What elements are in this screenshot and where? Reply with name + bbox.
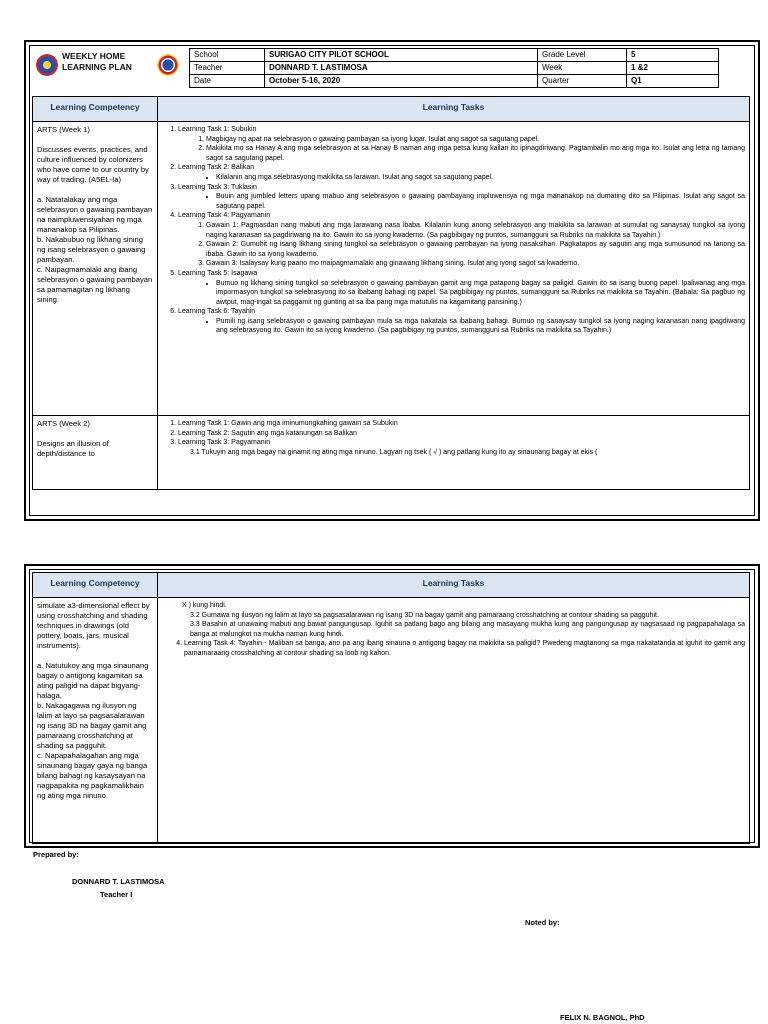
list-item: 1. Learning Task 1: Subukin 1. Magbigay ng apat na selebrasyon o gawaing pambayan sa iyong lugar. Isulat ang sagot sa sagutang papel. 2. Makikita mo sa Hanay A ang mga selebrasyon at sa Hanay B naman ang mga petsa kung kailan ito ipinagdiriwang. Pagtambalin mo ang mga ito. Isulat ang letra ng tamang sagot sa sagutang papel. [178, 125, 745, 163]
noter-name: FELIX N. BAGNOL, PhD [560, 1013, 645, 1022]
table-row-week1 [33, 122, 750, 416]
prepared-by-label: Prepared by: [33, 850, 79, 859]
tasks-week2-cont [158, 598, 750, 844]
info-value-school: SURIGAO CITY PILOT SCHOOL [265, 49, 538, 62]
list-item: 3. Gawain 3: Isalaysay kung paano mo maipagmamalaki ang ginawang likhang sining. Isulat ang iyong sagot sa kwaderno. [206, 259, 745, 269]
plan-header [32, 48, 750, 88]
info-label: Grade Level [538, 49, 627, 62]
table-header-row [33, 573, 750, 598]
list-item: 5. Learning Task 5: Isagawa • Bumuo ng likhang sining tungkol sa selebrasyon o gawaing pambayan gamit ang mga patapong bagay sa paligid. Gawin ito sa isang buong papel. Ipaliwanag ang mga impormasyon tungkol sa selebrasyong ito sa ibabang bahagi ng papel. Sa pagbibigay ng puntos, sumangguni sa Rubriks na makikita sa Tayahin. (Babala: Sa pagbuo ng awtput, mag-ingat sa paggamit ng gunting at sa iba pang mga matutulis na kagamitang pansining.) [178, 269, 745, 307]
list-item: 2. Learning Task 2: Balikan • Kilalanin ang mga selebrasyong makikita sa larawan. Isulat ang sagot sa sagutang papel. [178, 163, 745, 182]
plan-page-2 [24, 564, 760, 848]
list-item: 6. Learning Task 6: Tayahin • Pumili ng isang selebrasyon o gawaing pambayan mula sa mga nakatala sa ibabang bahagi. Bumuo ng sanaysay tungkol sa iyong naging karanasan nang ipagdiwang ang selebrasyong ito. Gawin ito sa iyong kwaderno. (Sa pagbibigay ng puntos, sumangguni sa Rubriks na makikita sa Tayahin.) [178, 307, 745, 336]
tasks-week2-start [158, 416, 750, 490]
col-header-tasks: Learning Tasks [158, 573, 750, 598]
task-3-1: 3.1 Tukuyin ang mga bagay na ginamit ng ating mga ninuno. Lagyan ng tsek ( √ ) ang patlang kung ito ay sinaunang bagay at ekis ( [190, 448, 598, 456]
col-header-competency: Learning Competency [33, 573, 158, 598]
col-header-tasks: Learning Tasks [158, 97, 750, 122]
task-3-3: 3.3 Basahin at unawaing mabuti ang bawat pangungusap. Iguhit sa patlang bago ang bilang ang masayang mukha kung ang pangungusap ay nagsasaad ng pagpapahalaga sa banga at malungkot na mukha naman kung hindi. [190, 621, 745, 638]
info-row-date [190, 75, 719, 88]
info-value-grade: 5 [627, 49, 719, 62]
info-label: School [190, 49, 265, 62]
competency-week2-start: ARTS (Week 2) Designs an illusion of depth/distance to [33, 416, 158, 490]
list-item: • Pumili ng isang selebrasyon o gawaing pambayan mula sa mga nakatala sa ibabang bahagi. Bumuo ng sanaysay tungkol sa iyong naging karanasan nang ipagdiwang ang selebrasyong ito. Gawin ito sa iyong kwaderno. (Sa pagbibigay ng puntos, sumangguni sa Rubriks na makikita sa Tayahin.) [216, 317, 745, 336]
list-item: • Kilalanin ang mga selebrasyong makikita sa larawan. Isulat ang sagot sa sagutang papel. [216, 173, 745, 183]
preparer-name: DONNARD T. LASTIMOSA [72, 877, 165, 886]
table-row-week2-cont [33, 598, 750, 844]
list-item: 3. Learning Task 3: Pagyamanin [178, 438, 745, 448]
info-value-week: 1 &2 [627, 62, 719, 75]
table-row-week2-start [33, 416, 750, 490]
deped-seal-icon [36, 54, 58, 76]
list-item: 1. Gawain 1: Pagmasdan nang mabuti ang mga larawang nasa ibaba. Kilalanin kung anong selebrasyon ang makikita sa larawan at sumulat ng sanaysay tungkol sa iyong naging karanasan sa pagdiriwang na ito. Gawin ito sa iyong kwaderno. (Sa pagbibigay ng puntos, sumangguni sa Rubriks na makikita sa Tayahin.) [206, 221, 745, 240]
competency-week1: ARTS (Week 1) Discusses events, practices, and culture influenced by colonizers who have come to our country by way of trading. (A5EL-Ia) a. Natatalakay ang mga selebrasyon o gawaing pambayan na naimpluwensiyahan ng mga mananakop sa Pilipinas. b. Nakabubuo ng likhang sining ng isang selebrasyon o gawaing pambayan. c. Naipagmamalaki ang ibang selebrasyon o gawaing pambayan sa pamamagitan ng likhang sining. [33, 122, 158, 416]
task-3-1-cont: X ) kung hindi. [182, 602, 227, 609]
competency-week2-cont: simulate a3-dimensional effect by using crosshatching and shading techniques in drawings (old pottery, boats, jars, musical instruments). a. Natutukoy ang mga sinaunang bagay o antigong kagamitan sa ating paligid na dapat bigyang-halaga. b. Nakagagawa ng ilusyon ng lalim at layo sa pagsasalarawan ng isang 3D na bagay gamit ang pamaraang crosshatching at shading sa pagguhit. c. Napapahalagahan ang mga sinaunang bagay gaya ng banga bilang bahagi ng kasaysayan na nagpapakita ng pagkamalikhain ng ating mga ninuno. [33, 598, 158, 844]
list-item: 2. Makikita mo sa Hanay A ang mga selebrasyon at sa Hanay B naman ang mga petsa kung kailan ito ipinagdiriwang. Pagtambalin mo ang mga ito. Isulat ang letra ng tamang sagot sa sagutang papel. [206, 144, 745, 163]
info-value-date: October 5-16, 2020 [265, 75, 538, 88]
learning-table-page-1 [32, 96, 750, 490]
task-3-2: 3.2 Gumawa ng ilusyon ng lalim at layo sa pagsasalarawan ng isang 3D na bagay gamit ang pamaraang crosshatching at contour shading sa pagguhit. [190, 611, 659, 619]
task-list-week2-cont [164, 639, 745, 658]
col-header-competency: Learning Competency [33, 97, 158, 122]
list-item: 2. Gawain 2: Gumuhit ng isang likhang sining tungkol sa selebrasyon o gawaing pambayan na iyong nasaksihan. Pagkatapos ay sagutin ang mga sumusunod na tanong sa ibaba. Gawin ito sa iyong kwaderno. [206, 240, 745, 259]
list-item: 1. Learning Task 1: Gawin ang mga iminumungkahing gawain sa Subukin [178, 419, 745, 429]
list-item: 3. Learning Task 3: Tuklasin • Buuin ang jumbled letters upang mabuo ang selebrasyon o gawaing pambayang impluwensya ng mga mananakop na dumating dito sa Pilipinas. Isulat ang sagot sa sagutang papel. [178, 183, 745, 212]
title-box [32, 48, 188, 88]
list-item: • Buuin ang jumbled letters upang mabuo ang selebrasyon o gawaing pambayang impluwensya ng mga mananakop na dumating dito sa Pilipinas. Isulat ang sagot sa sagutang papel. [216, 192, 745, 211]
learning-table-page-2 [32, 572, 750, 844]
tasks-week1 [158, 122, 750, 416]
list-item: • Bumuo ng likhang sining tungkol sa selebrasyon o gawaing pambayan gamit ang mga patapong bagay sa paligid. Gawin ito sa isang buong papel. Ipaliwanag ang mga impormasyon tungkol sa selebrasyong ito sa ibabang bahagi ng papel. Sa pagbibigay ng puntos, sumangguni sa Rubriks na makikita sa Tayahin. (Babala: Sa pagbuo ng awtput, mag-ingat sa paggamit ng gunting at sa iba pang mga matutulis na kagamitang pansining.) [216, 279, 745, 308]
list-item: 1. Magbigay ng apat na selebrasyon o gawaing pambayan sa iyong lugar. Isulat ang sagot sa sagutang papel. [206, 135, 745, 145]
noted-by-label: Noted by: [525, 918, 560, 927]
info-label: Week [538, 62, 627, 75]
header-info-table [189, 48, 719, 88]
info-row-school [190, 49, 719, 62]
info-row-teacher [190, 62, 719, 75]
info-label: Quarter [538, 75, 627, 88]
info-value-quarter: Q1 [627, 75, 719, 88]
task-list-week1 [164, 125, 745, 336]
list-item: 4. Learning Task 4: Tayahin - Maliban sa banga, ano pa ang ibang sinauna o antigong bagay na makikita sa paligid? Pwedeng magtanong sa mga nakatatanda at iguhit ito gamit ang pamamaraang crosshatching at contour shading sa loob ng kahon. [184, 639, 745, 658]
division-seal-icon [157, 54, 179, 76]
list-item: 2. Learning Task 2: Sagutin ang mga katanungan sa Balikan [178, 429, 745, 439]
plan-title: WEEKLY HOME LEARNING PLAN [62, 51, 132, 72]
table-header-row [33, 97, 750, 122]
plan-page-1 [24, 40, 760, 521]
task-list-week2 [164, 419, 745, 448]
info-value-teacher: DONNARD T. LASTIMOSA [265, 62, 538, 75]
info-label: Date [190, 75, 265, 88]
list-item: 4. Learning Task 4: Pagyamanin 1. Gawain 1: Pagmasdan nang mabuti ang mga larawang nasa ibaba. Kilalanin kung anong selebrasyon ang makikita sa larawan at sumulat ng sanaysay tungkol sa iyong naging karanasan sa pagdiriwang na ito. Gawin ito sa iyong kwaderno. (Sa pagbibigay ng puntos, sumangguni sa Rubriks na makikita sa Tayahin.) 2. Gawain 2: Gumuhit ng isang likhang sining tungkol sa selebrasyon o gawaing pambayan na iyong nasaksihan. Pagkatapos ay sagutin ang mga sumusunod na tanong sa ibaba. Gawin ito sa iyong kwaderno. 3. Gawain 3: Isalaysay kung paano mo maipagmamalaki ang ginawang likhang sining. Isulat ang iyong sagot sa kwaderno. [178, 211, 745, 269]
preparer-title: Teacher I [100, 890, 133, 899]
info-label: Teacher [190, 62, 265, 75]
